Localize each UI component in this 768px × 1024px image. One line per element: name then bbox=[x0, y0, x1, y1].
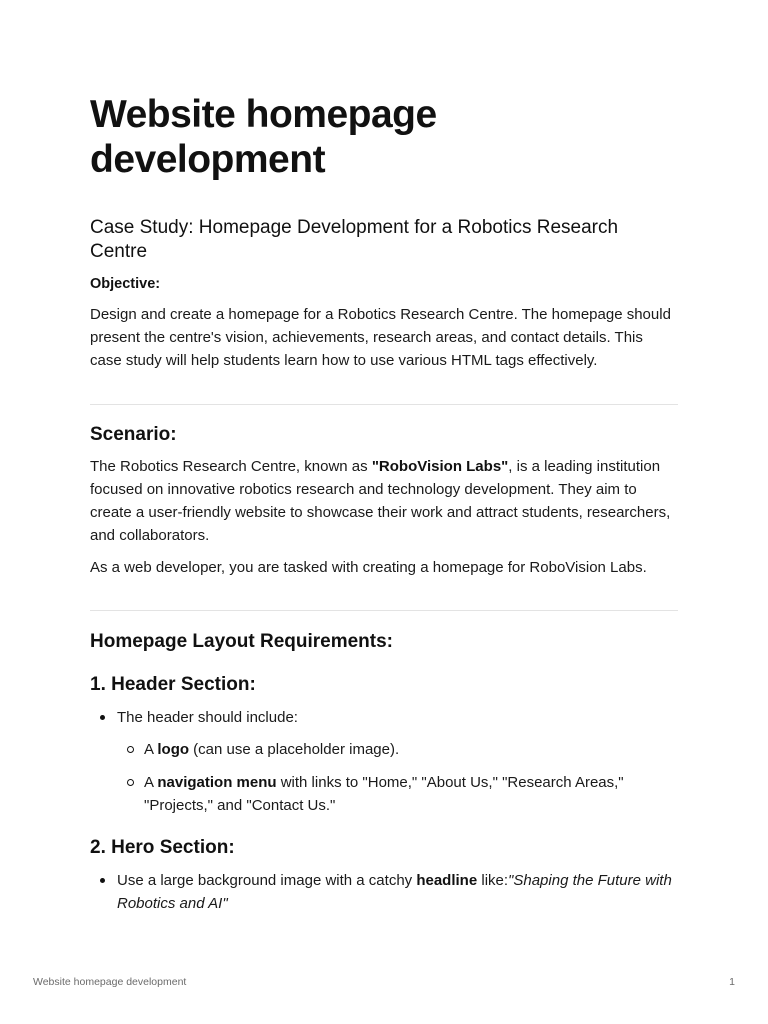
case-study-title: Case Study: Homepage Development for a Robotics Research Centre bbox=[90, 217, 619, 262]
list-item-text: A bbox=[144, 741, 158, 758]
divider bbox=[90, 610, 678, 611]
header-sub-list bbox=[90, 771, 678, 817]
list-item-text: The header should include: bbox=[117, 709, 298, 726]
list-item bbox=[90, 738, 678, 761]
scenario-paragraph-2: As a web developer, you are tasked with creating a homepage for RoboVision Labs. bbox=[90, 559, 647, 576]
list-item bbox=[90, 869, 678, 915]
bullet-dot-icon bbox=[100, 878, 105, 883]
hero-section-heading: 2. Hero Section: bbox=[90, 837, 235, 858]
list-item-text: with links to "Home," "About Us," "Research Areas," "Projects," and "Contact Us." bbox=[144, 774, 624, 814]
footer-document-title: Website homepage development bbox=[33, 976, 187, 988]
objective-text: Design and create a homepage for a Robotics Research Centre. The homepage should present the centre's vision, achievements, research areas, and contact details. This case study will help students learn how to use various HTML tags effectively. bbox=[90, 306, 671, 369]
objective-label: Objective: bbox=[90, 276, 161, 292]
bullet-circle-icon bbox=[127, 746, 134, 753]
list-item bbox=[90, 771, 678, 817]
scenario-heading: Scenario: bbox=[90, 424, 177, 445]
bullet-circle-icon bbox=[127, 779, 134, 786]
header-section-heading: 1. Header Section: bbox=[90, 674, 256, 695]
page-title: Website homepage development bbox=[90, 93, 437, 181]
hero-section-list bbox=[90, 869, 678, 915]
headline-example: "Shaping the Future with Robotics and AI" bbox=[117, 872, 672, 912]
headline-term: headline bbox=[416, 872, 478, 889]
list-item-text: A bbox=[144, 774, 158, 791]
page-number: 1 bbox=[729, 976, 735, 988]
list-item bbox=[90, 706, 678, 729]
navigation-menu-term: navigation menu bbox=[157, 774, 277, 791]
scenario-lab-name: "RoboVision Labs" bbox=[371, 458, 509, 475]
logo-term: logo bbox=[157, 741, 190, 758]
list-item-text: Use a large background image with a catchy bbox=[117, 872, 417, 889]
list-item-text: like: bbox=[477, 872, 509, 889]
bullet-dot-icon bbox=[100, 715, 105, 720]
header-sub-list bbox=[90, 738, 678, 761]
header-section-list bbox=[90, 706, 678, 729]
divider bbox=[90, 404, 678, 405]
list-item-text: (can use a placeholder image). bbox=[189, 741, 400, 758]
requirements-heading: Homepage Layout Requirements: bbox=[90, 631, 393, 652]
scenario-paragraph-1 bbox=[90, 455, 678, 547]
scenario-text-after: , is a leading institution focused on innovative robotics research and technology development. They aim to create a user-friendly website to showcase their work and attract students, researchers, and collaborators. bbox=[90, 458, 671, 544]
scenario-text-before: The Robotics Research Centre, known as bbox=[90, 458, 372, 475]
